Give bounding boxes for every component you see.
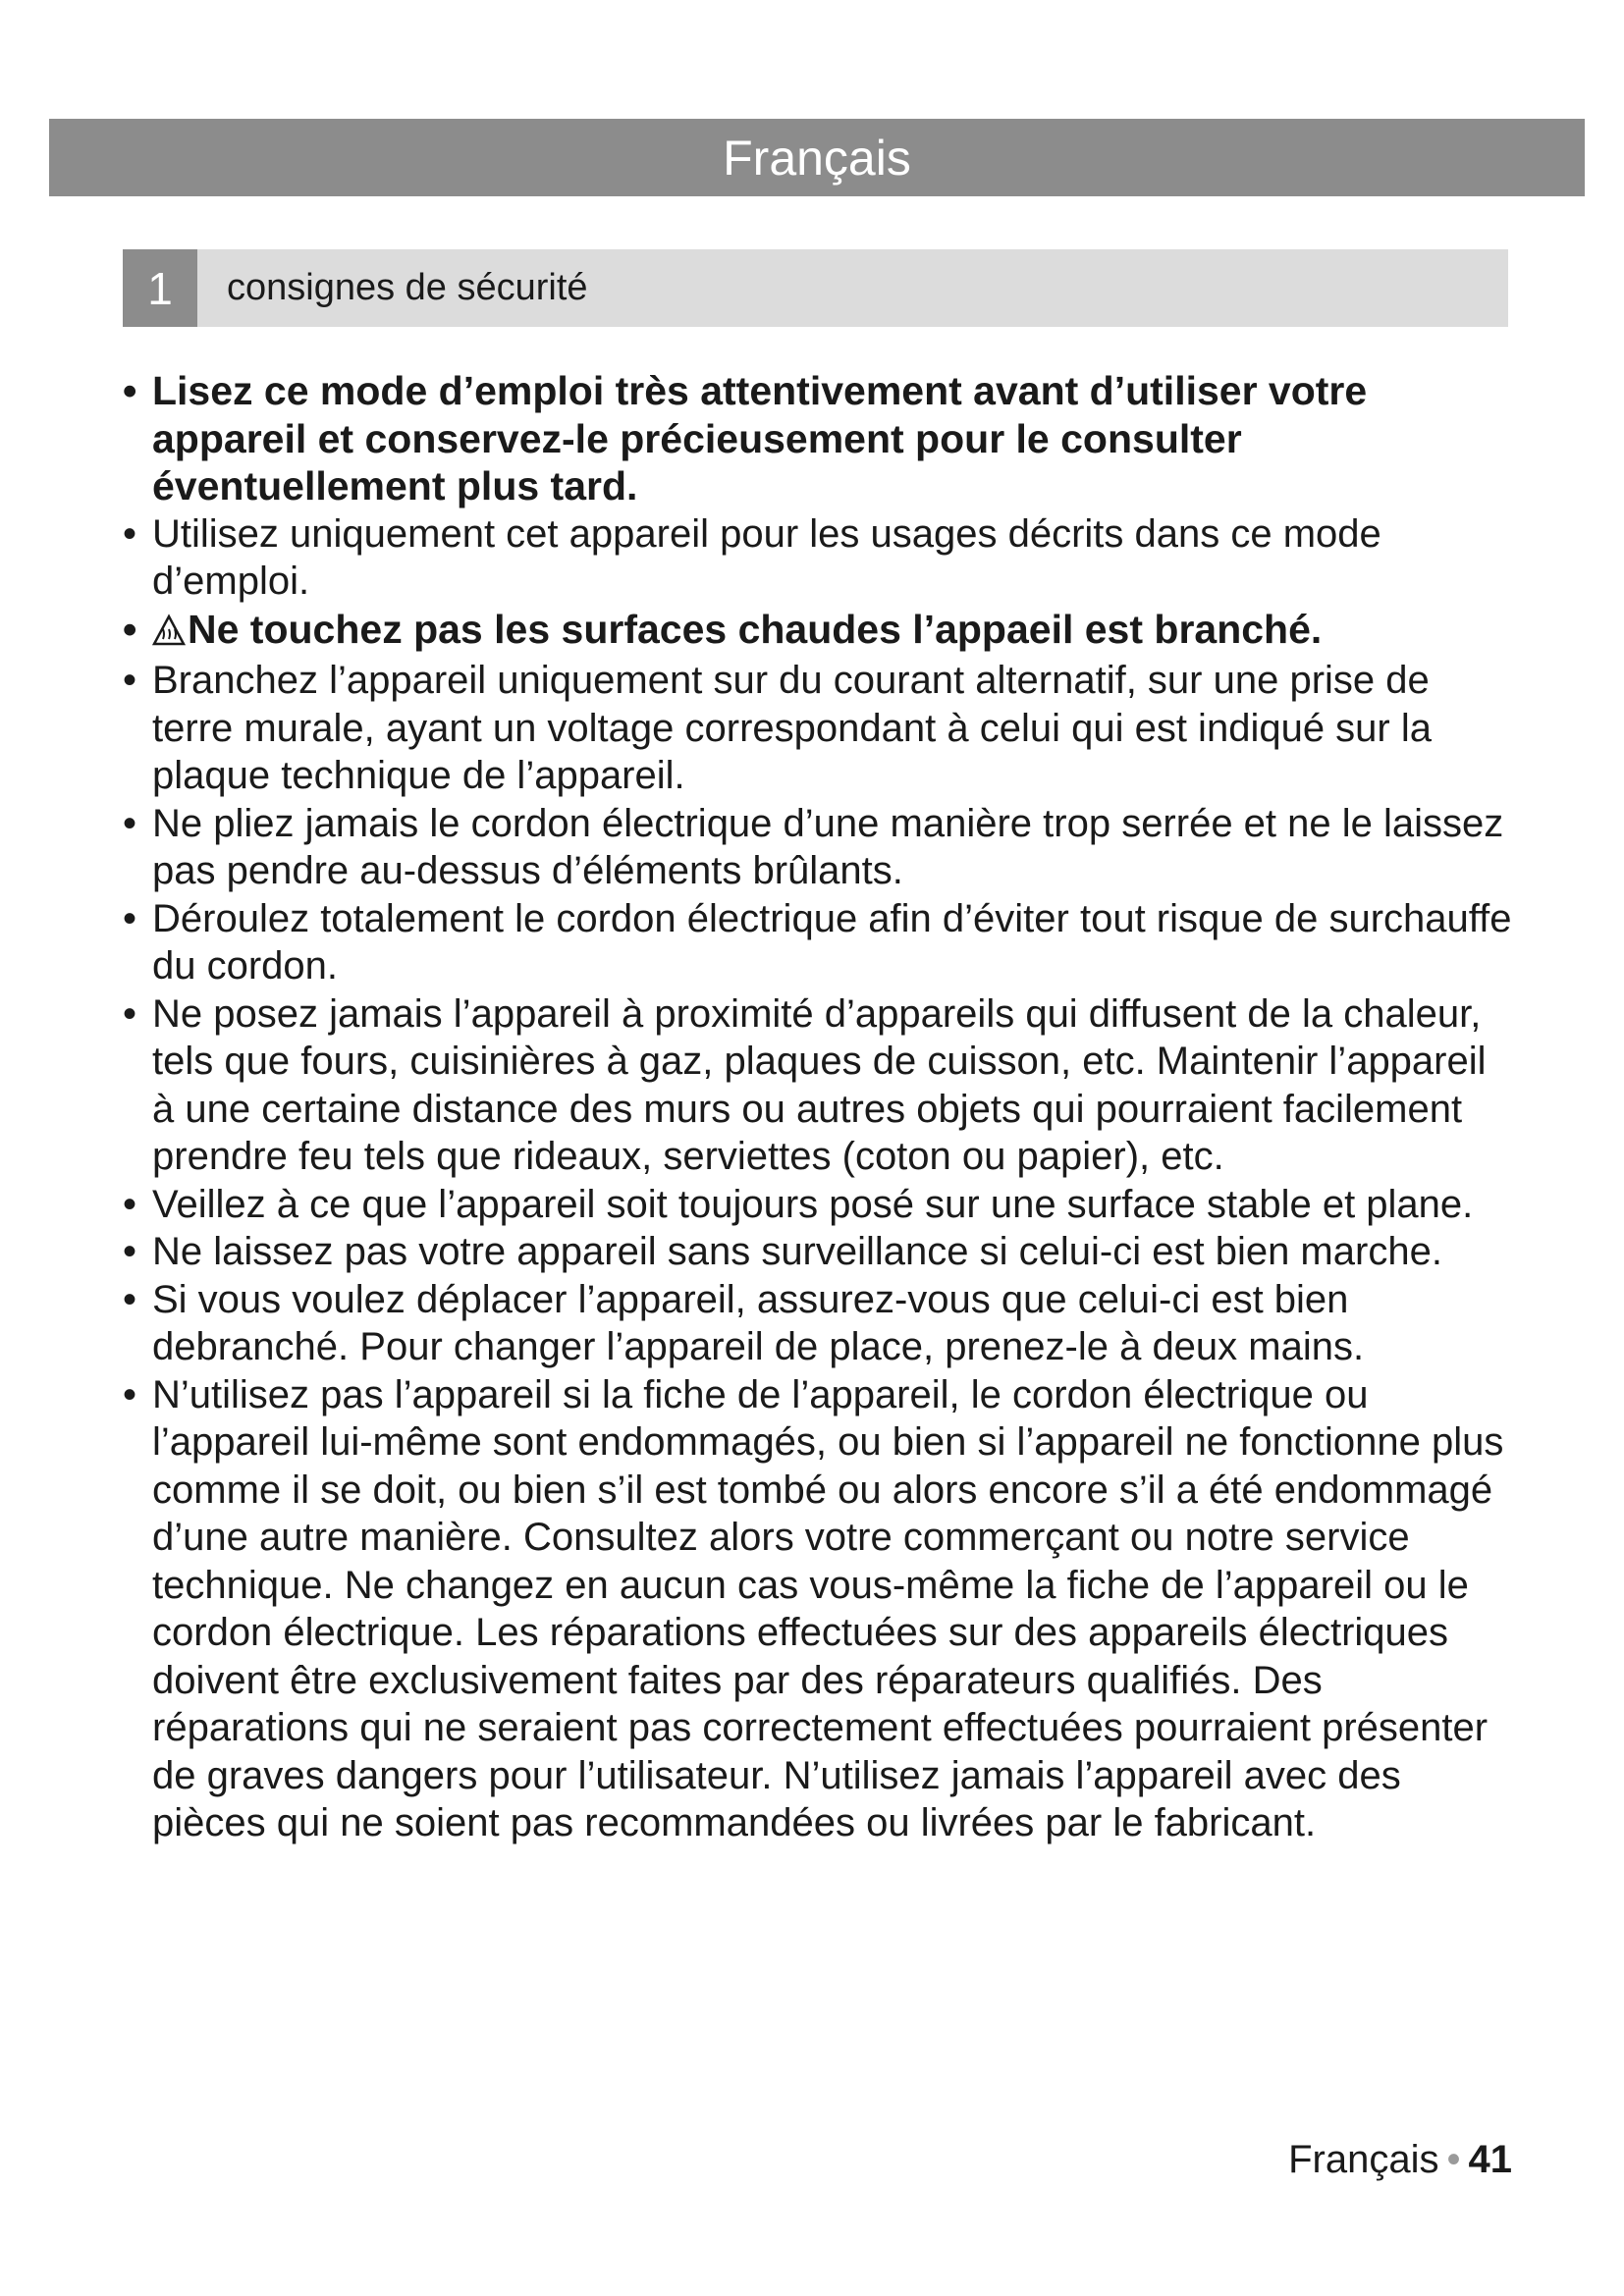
safety-instructions-list bbox=[123, 367, 1517, 1847]
bullet: • bbox=[123, 606, 137, 652]
section-heading bbox=[123, 249, 1508, 327]
bullet: • bbox=[123, 896, 137, 940]
language-header-label: Français bbox=[723, 130, 911, 186]
bullet: • bbox=[123, 1182, 137, 1226]
list-item-text: Veillez à ce que l’appareil soit toujours posé sur une surface stable et plane. bbox=[152, 1182, 1474, 1226]
bullet: • bbox=[123, 991, 137, 1036]
section-number: 1 bbox=[123, 249, 197, 327]
footer-language: Français bbox=[1288, 2138, 1439, 2181]
list-item-text: Ne laissez pas votre appareil sans surveillance si celui-ci est bien marche. bbox=[152, 1230, 1442, 1273]
list-item-text: Ne posez jamais l’appareil à proximité d’appareils qui diffusent de la chaleur, tels que fours, cuisinières à gaz, plaques de cuisson, etc. Maintenir l’appareil à une certaine distance des murs ou autres objets qui pourraient facilement prendre feu tels que rideaux, serviettes (coton ou papier), etc. bbox=[152, 991, 1487, 1178]
list-item bbox=[123, 657, 1517, 800]
list-item bbox=[123, 606, 1517, 658]
bullet: • bbox=[123, 1372, 137, 1416]
hot-surface-warning-icon bbox=[152, 610, 186, 658]
bullet: • bbox=[123, 659, 137, 702]
list-item-text: Branchez l’appareil uniquement sur du courant alternatif, sur une prise de terre murale, ayant un voltage correspondant à celui qui est indiqué sur la plaque technique de l’appareil. bbox=[152, 659, 1432, 797]
bullet: • bbox=[123, 1230, 137, 1273]
list-item bbox=[123, 367, 1517, 510]
list-item-text: Si vous voulez déplacer l’appareil, assurez-vous que celui-ci est bien debranché. Pour changer l’appareil de place, prenez-le à deux mains. bbox=[152, 1277, 1365, 1368]
list-item-text: Déroulez totalement le cordon électrique afin d’éviter tout risque de surchauffe du cordon. bbox=[152, 896, 1512, 988]
list-item bbox=[123, 800, 1517, 895]
bullet: • bbox=[123, 511, 137, 556]
list-item-text: Utilisez uniquement cet appareil pour les usages décrits dans ce mode d’emploi. bbox=[152, 511, 1381, 603]
list-item-text: N’utilisez pas l’appareil si la fiche de l’appareil, le cordon électrique ou l’appareil lui-même sont endommagés, ou bien si l’appareil ne fonctionne plus comme il se doit, ou bien s’il est tombé ou alors encore s’il a été endommagé d’une autre manière. Consultez alors votre commerçant ou notre service technique. Ne changez en aucun cas vous-même la fiche de l’appareil ou le cordon électrique. Les réparations effectuées sur des appareils électriques doivent être exclusivement faites par des réparateurs qualifiés. Des réparations qui ne seraient pas correctement effectuées pourraient présenter de graves dangers pour l’utilisateur. N’utilisez jamais l’appareil avec des pièces qui ne soient pas recommandées ou livrées par le fabricant. bbox=[152, 1372, 1504, 1844]
list-item-text: Lisez ce mode d’emploi très attentivement avant d’utiliser votre appareil et conservez-le précieusement pour le consulter éventuellement plus tard. bbox=[152, 368, 1368, 508]
language-header bbox=[49, 119, 1585, 196]
list-item bbox=[123, 510, 1517, 606]
bullet: • bbox=[123, 368, 137, 413]
list-item-text: Ne touchez pas les surfaces chaudes l’appaeil est branché. bbox=[188, 606, 1323, 652]
bullet: • bbox=[123, 1277, 137, 1321]
list-item-text: Ne pliez jamais le cordon électrique d’une manière trop serrée et ne le laissez pas pendre au-dessus d’éléments brûlants. bbox=[152, 801, 1504, 892]
list-item bbox=[123, 1228, 1517, 1276]
section-title: consignes de sécurité bbox=[227, 267, 588, 308]
page-number: 41 bbox=[1468, 2138, 1512, 2181]
list-item bbox=[123, 895, 1517, 990]
list-item bbox=[123, 1371, 1517, 1847]
list-item bbox=[123, 1276, 1517, 1371]
list-item bbox=[123, 1181, 1517, 1229]
footer-separator: • bbox=[1446, 2138, 1461, 2181]
bullet: • bbox=[123, 801, 137, 845]
list-item bbox=[123, 990, 1517, 1181]
page-footer bbox=[1288, 2138, 1512, 2182]
